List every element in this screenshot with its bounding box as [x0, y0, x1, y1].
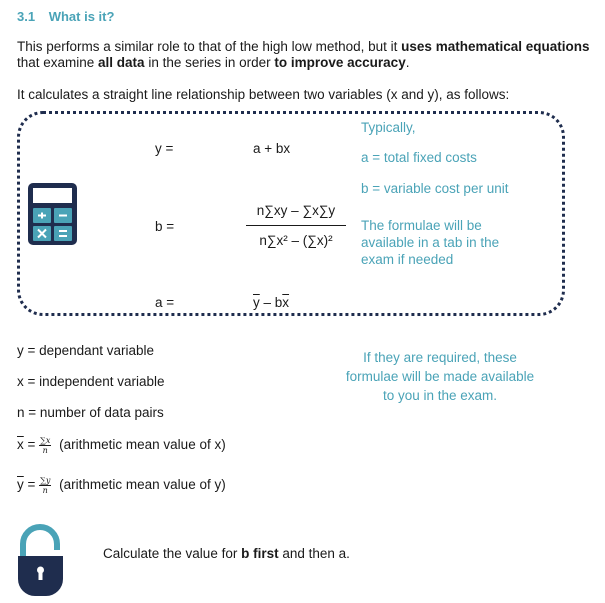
note-a-definition: a = total fixed costs: [361, 150, 477, 165]
y-formula-label: y =: [155, 141, 174, 156]
ybar-denominator: n: [42, 486, 48, 495]
section-title: What is it?: [48, 9, 115, 24]
a-expr-mid: – b: [259, 295, 283, 310]
intro-bold-1: uses mathematical equations: [401, 39, 590, 54]
def-y: y = dependant variable: [17, 343, 154, 358]
xbar-equals: =: [23, 437, 40, 453]
b-formula-denominator: n∑x² – (∑x)²: [259, 233, 333, 248]
xbar-symbol: $\overline{x}$: [17, 437, 24, 453]
xbar-numerator: ∑x: [40, 436, 51, 445]
y-formula-expression: a + bx: [253, 141, 291, 156]
ybar-fraction: [39, 476, 51, 495]
def-xbar: [17, 436, 226, 455]
exam-note: If they are required, these formulae will be made available to you in the exam.: [345, 350, 535, 403]
ybar-symbol: $\overline{y}$: [17, 477, 24, 493]
ybar-numerator: ∑y: [40, 476, 51, 485]
xbar-fraction: [39, 436, 51, 455]
intro-bold-2: all data: [98, 55, 145, 70]
intro-text-3: in the series in order: [144, 55, 275, 70]
ybar-equals: =: [23, 477, 40, 493]
ybar-description: (arithmetic mean value of y): [59, 477, 226, 493]
a-formula-label: a =: [155, 295, 175, 310]
b-formula-label: b =: [155, 219, 175, 234]
b-fraction-line: [246, 225, 346, 226]
intro-text-2: that examine: [17, 55, 99, 70]
intro-text-1: This performs a similar role to that of the high low method, but it: [17, 39, 402, 54]
a-formula-expression: [253, 295, 289, 310]
note-typically: Typically,: [361, 120, 416, 135]
intro-paragraph: [17, 39, 592, 71]
xbar-description: (arithmetic mean value of x): [59, 437, 226, 453]
xbar-denominator: n: [42, 446, 48, 455]
b-formula-numerator: n∑xy – ∑x∑y: [256, 203, 336, 218]
def-x: x = independent variable: [17, 374, 165, 389]
note-formulae-tab: The formulae will be available in a tab in the exam if needed: [361, 218, 500, 267]
relationship-text: It calculates a straight line relationship between two variables (x and y), as follows:: [17, 87, 510, 102]
def-n: n = number of data pairs: [17, 405, 164, 420]
intro-text-4: .: [405, 55, 410, 70]
a-expr-xbar: $\overline{x}$: [282, 295, 290, 310]
instruction-text: [103, 546, 350, 561]
section-number: 3.1: [17, 9, 36, 24]
a-expr-ybar: $\overline{y}$: [253, 295, 260, 310]
instruction-text-1: Calculate the value for: [103, 546, 242, 561]
instruction-bold: b first: [241, 546, 279, 561]
calculator-icon: [28, 183, 77, 245]
section-heading: [17, 9, 114, 24]
instruction-text-2: and then a.: [278, 546, 350, 561]
intro-bold-3: to improve accuracy: [274, 55, 406, 70]
def-ybar: [17, 476, 226, 495]
note-b-definition: b = variable cost per unit: [361, 181, 509, 196]
padlock-icon: [17, 524, 64, 596]
